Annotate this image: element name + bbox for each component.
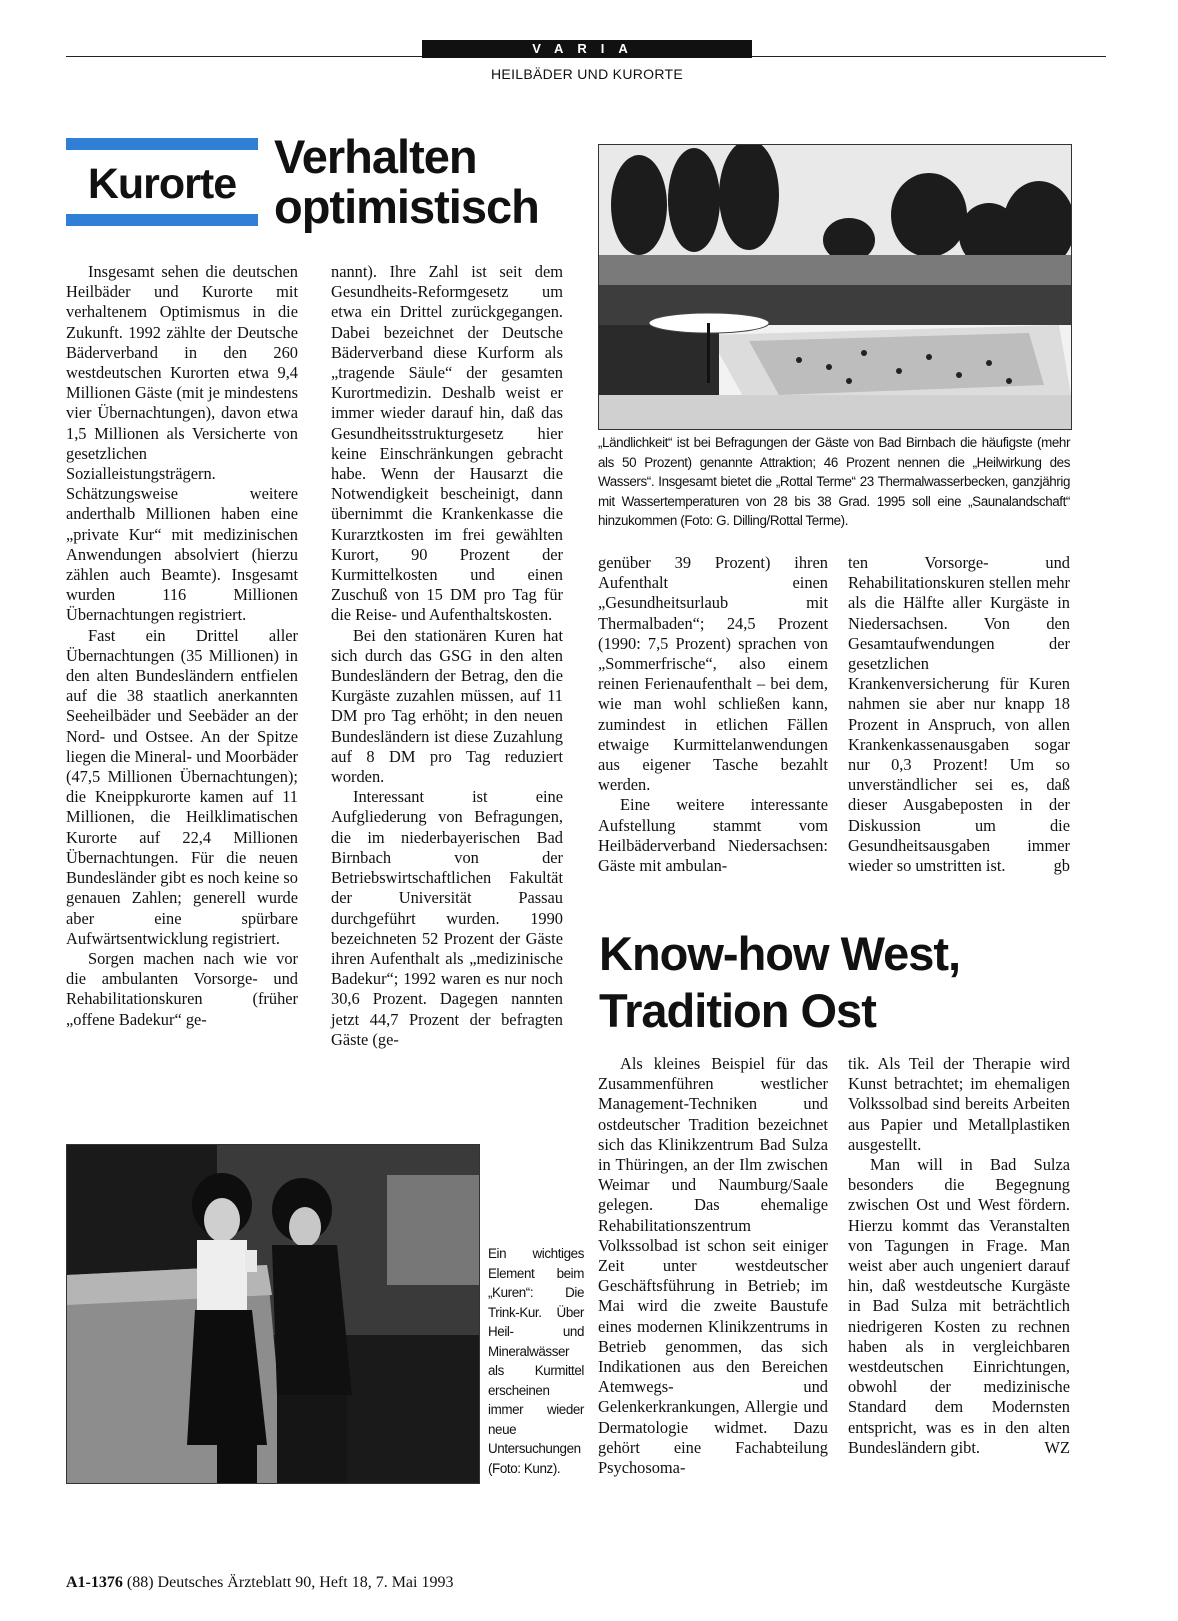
- kicker: Kurorte: [87, 160, 237, 208]
- article-column-3: [598, 553, 828, 876]
- paragraph-text: ten Vorsorge- und Rehabilitationskuren stellen mehr als die Hälfte aller Kurgäste in Niedersachsen. Von den Gesamtaufwendungen der gesetzlichen Krankenversicherung für Kuren nahmen sie aber nur knapp 18 Prozent in Anspruch, von allen Krankenkassenausgaben sogar nur 0,3 Prozent! Um so unverständlicher sei es, daß dieser Ausgabeposten in der Diskussion um die Gesundheitsausgaben immer wieder so umstritten ist.: [848, 553, 1070, 876]
- paragraph: Eine weitere interessante Aufstellung stammt vom Heilbäderverband Niedersachsen: Gäste mit ambulan-: [598, 795, 828, 876]
- subsection-title: HEILBÄDER UND KURORTE: [491, 66, 683, 82]
- article-column-4: [848, 553, 1070, 876]
- paragraph: [848, 553, 1070, 876]
- section-label: VARIA: [422, 40, 752, 58]
- article-title-line-1: Verhalten: [274, 130, 477, 183]
- paragraph: [848, 1155, 1070, 1458]
- paragraph: tik. Als Teil der Therapie wird Kunst betrachtet; im ehemaligen Volkssolbad sind bereits Arbeiten aus Papier und Metallplastiken ausgestellt.: [848, 1054, 1070, 1154]
- pool-photo-caption: „Ländlichkeit“ ist bei Befragungen der Gäste von Bad Birnbach die häufigste (mehr als 50 Prozent) genannte Attraktion; 46 Prozent nennen die „Heilwirkung des Wassers“. Insgesamt bietet die „Rottal Terme“ 23 Thermalwasserbecken, ganzjährig mit Wassertemperaturen von 28 bis 38 Grad. 1995 soll eine „Saunalandschaft“ hinzukommen (Foto: G. Dilling/Rottal Terme).: [598, 435, 1070, 528]
- article-2-title-line-1: Know-how West,: [599, 927, 961, 980]
- paragraph: Sorgen machen nach wie vor die ambulanten Vorsorge- und Rehabilitationskuren (früher „offene Badekur“ ge-: [66, 948, 298, 1029]
- page-code: A1-1376: [66, 1574, 123, 1591]
- paragraph: Insgesamt sehen die deutschen Heilbäder und Kurorte mit verhaltenem Optimismus in die Zukunft. 1992 zählte der Deutsche Bäderverband in den 260 westdeutschen Kurorten etwa 9,4 Millionen Gäste (mit je mindestens vier Übernachtungen), davon etwa 1,5 Millionen als Versicherte von gesetzlichen Sozialleistungsträgern. Schätzungsweise weitere anderthalb Millionen haben eine „private Kur“ mit medizinischen Anwendungen absolviert (hierzu zählen auch Beamte). Insgesamt wurden 116 Millionen Übernachtungen registriert.: [66, 262, 298, 625]
- paragraph: nannt). Ihre Zahl ist seit dem Gesundheits-Reformgesetz um etwa ein Drittel zurückgegangen. Dabei bezeichnet der Deutsche Bäderverband diese Kurform als „tragende Säule“ der gesamten Kurortmedizin. Deshalb weist er immer wieder darauf hin, daß das Gesundheitsstrukturgesetz hier keine Einschränkungen gebracht habe. Wenn der Hausarzt die Notwendigkeit bescheinigt, dann übernimmt die Krankenkasse die Kurarztkosten im frei gewählten Kurort, 90 Prozent der Kurmittelkosten und einen Zuschuß von 15 DM pro Tag für die Reise- und Aufenthaltskosten.: [331, 262, 563, 625]
- paragraph-text: Man will in Bad Sulza besonders die Begegnung zwischen Ost und West fördern. Hierzu kommt das Veranstalten von Tagungen in Frage. Man weist aber auch ungeniert darauf hin, daß westdeutsche Kurgäste in Bad Sulza mit beträchtlich niedrigeren Kosten zu rechnen haben als in vergleichbaren westdeutschen Einrichtungen, obwohl der medizinische Standard dem Modernsten entspricht, was es in den alten Bundesländern gibt.: [848, 1155, 1070, 1457]
- article-2-column-2: [848, 1054, 1070, 1458]
- author-signature: WZ: [1044, 1437, 1070, 1457]
- article-2-column-1: [598, 1054, 828, 1478]
- article-column-2: [331, 262, 563, 1050]
- article-title: [274, 132, 574, 232]
- paragraph: Fast ein Drittel aller Übernachtungen (35 Millionen) in den alten Bundesländern entfielen auf die 38 staatlich anerkannten Seeheilbäder und Seebäder an der Nord- und Ostsee. An der Spitze liegen die Mineral- und Moorbäder (47,5 Millionen Übernachtungen); die Kneippkurorte kamen auf 11 Millionen, die Heilklimatischen Kurorte auf 22,4 Millionen Übernachtungen. Für die neuen Bundesländer gibt es noch keine so genauen Zahlen; generell wurde aber eine spürbare Aufwärtsentwicklung registriert.: [66, 625, 298, 948]
- bar-photo: [66, 1144, 480, 1484]
- page-footer: [66, 1574, 626, 1592]
- citation: (88) Deutsches Ärzteblatt 90, Heft 18, 7. Mai 1993: [126, 1574, 454, 1591]
- pool-photo-image: [599, 145, 1071, 429]
- kicker-rule-bottom: [66, 214, 258, 226]
- article-2-title-line-2: Tradition Ost: [599, 984, 876, 1037]
- article-title-line-2: optimistisch: [274, 180, 539, 233]
- kicker-rule-top: [66, 138, 258, 150]
- paragraph: Als kleines Beispiel für das Zusammenführen westlicher Management-Techniken und ostdeutscher Tradition bezeichnet sich das Klinikzentrum Bad Sulza in Thüringen, an der Ilm zwischen Weimar und Naumburg/Saale gelegen. Das ehemalige Rehabilitationszentrum Volkssolbad ist schon seit einiger Zeit unter westdeutscher Geschäftsführung in Betrieb; im Mai wird die zweite Baustufe eines modernen Klinikzentrums in Betrieb genommen, das sich Indikationen aus den Bereichen Atemwegs- und Gelenkerkrankungen, Allergie und Dermatologie widmet. Dazu gehört eine Fachabteilung Psychosoma-: [598, 1054, 828, 1478]
- paragraph: genüber 39 Prozent) ihren Aufenthalt einen „Gesundheitsurlaub mit Thermalbaden“; 24,5 Prozent (1990: 7,5 Prozent) sprachen von „Sommerfrische“, also einem reinen Ferienaufenthalt – bei dem, wie man wohl schließen kann, zumindest in etlichen Fällen etwaige Kurmittelanwendungen aus eigener Tasche bezahlt werden.: [598, 553, 828, 795]
- author-signature: gb: [1053, 856, 1070, 876]
- bar-photo-image: [67, 1145, 479, 1483]
- article-2-title: [599, 925, 1069, 1039]
- pool-photo: [598, 144, 1072, 430]
- bar-photo-caption: Ein wichtiges Element beim „Kuren“: Die Trink-Kur. Über Heil- und Mineralwässer als Kurmittel erscheinen immer wieder neue Untersuchungen (Foto: Kunz).: [488, 1246, 584, 1476]
- paragraph: Interessant ist eine Aufgliederung von Befragungen, die im niederbayerischen Bad Birnbach von der Betriebswirtschaftlichen Fakultät der Universität Passau durchgeführt wurden. 1990 bezeichneten 52 Prozent der Gäste ihren Aufenthalt als „medizinische Badekur“; 1992 waren es nur noch 30,6 Prozent. Dagegen nannten jetzt 44,7 Prozent der befragten Gäste (ge-: [331, 787, 563, 1049]
- paragraph: Bei den stationären Kuren hat sich durch das GSG in den alten Bundesländern der Betrag, den die Kurgäste zuzahlen müssen, auf 11 DM pro Tag erhöht; in den neuen Bundesländern ist diese Zuzahlung auf 8 DM pro Tag reduziert worden.: [331, 625, 563, 787]
- article-column-1: [66, 262, 298, 1030]
